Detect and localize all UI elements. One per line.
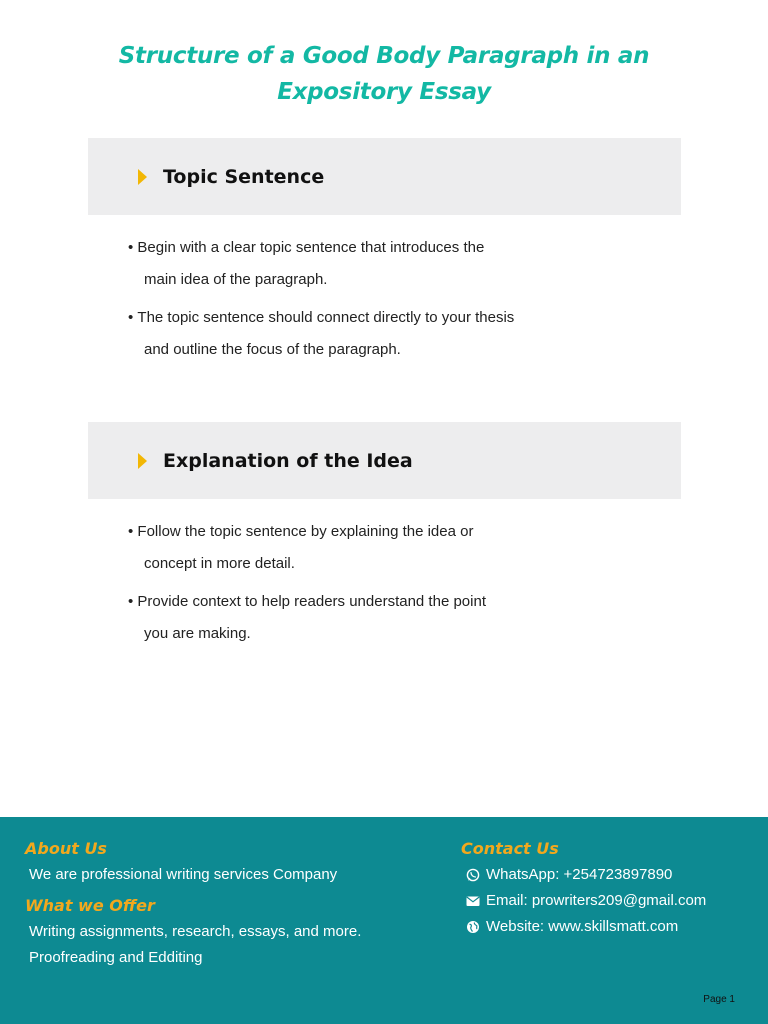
- bullet-line: • The topic sentence should connect directly to your thesis: [128, 309, 514, 326]
- list-item: [128, 302, 608, 366]
- list-item: [128, 516, 608, 580]
- section-header-explanation: [88, 422, 681, 499]
- bullet-line: • Begin with a clear topic sentence that introduces the: [128, 239, 484, 256]
- website-contact[interactable]: [466, 918, 678, 935]
- caret-right-icon: [138, 169, 147, 185]
- envelope-icon: [466, 894, 480, 908]
- bullet-list: [128, 232, 608, 372]
- list-item: [128, 586, 608, 650]
- page-number: Page 1: [703, 994, 735, 1005]
- bullet-line: concept in more detail.: [144, 555, 295, 572]
- offer-line: Proofreading and Edditing: [29, 949, 203, 966]
- offer-heading: What we Offer: [25, 896, 155, 915]
- about-heading: About Us: [25, 839, 107, 858]
- footer: [0, 817, 768, 1024]
- bullet-line: you are making.: [144, 625, 251, 642]
- list-item: [128, 232, 608, 296]
- bullet-list: [128, 516, 608, 656]
- globe-icon: [466, 920, 480, 934]
- email-contact[interactable]: [466, 892, 706, 909]
- whatsapp-icon: [466, 868, 480, 882]
- bullet-line: and outline the focus of the paragraph.: [144, 341, 401, 358]
- section-header-topic-sentence: [88, 138, 681, 215]
- bullet-line: • Provide context to help readers understand the point: [128, 593, 486, 610]
- section-heading: Explanation of the Idea: [163, 449, 413, 472]
- offer-line: Writing assignments, research, essays, and more.: [29, 923, 362, 940]
- caret-right-icon: [138, 453, 147, 469]
- whatsapp-text: WhatsApp: +254723897890: [486, 866, 673, 883]
- bullet-line: • Follow the topic sentence by explaining the idea or: [128, 523, 473, 540]
- contact-heading: Contact Us: [461, 839, 559, 858]
- website-text: Website: www.skillsmatt.com: [486, 918, 679, 935]
- about-text: We are professional writing services Company: [29, 866, 338, 883]
- section-heading: Topic Sentence: [163, 165, 325, 188]
- page-title: Structure of a Good Body Paragraph in an Expository Essay: [118, 43, 650, 105]
- email-text: Email: prowriters209@gmail.com: [486, 892, 707, 909]
- bullet-line: main idea of the paragraph.: [144, 271, 328, 288]
- whatsapp-contact[interactable]: [466, 866, 672, 883]
